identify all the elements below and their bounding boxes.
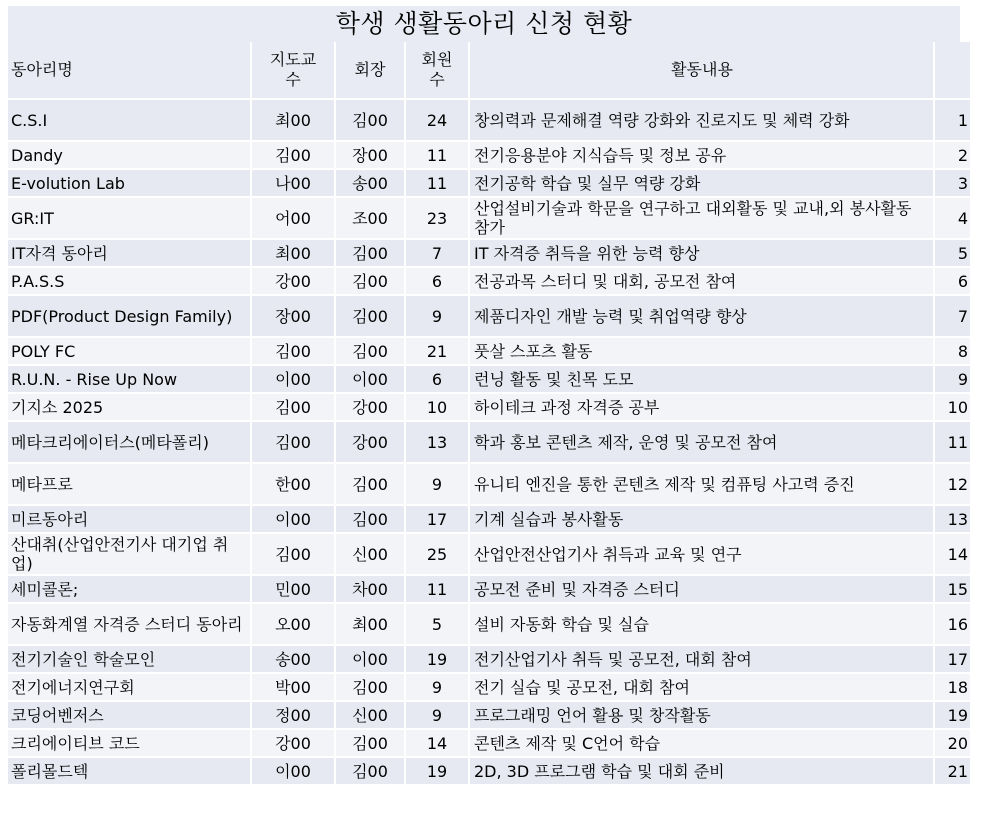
activity-cell: 설비 자동화 학습 및 실습 — [470, 604, 935, 646]
club-name-cell: 크리에이티브 코드 — [8, 730, 252, 758]
page-title: 학생 생활동아리 신청 현황 — [8, 6, 960, 42]
president-cell: 강00 — [336, 394, 406, 422]
header-advisor: 지도교 수 — [252, 42, 336, 100]
member-count-cell: 24 — [406, 100, 470, 142]
row-index-cell: 5 — [935, 240, 972, 268]
club-name-cell: 기지소 2025 — [8, 394, 252, 422]
table-row — [8, 534, 972, 576]
activity-cell: 하이테크 과정 자격증 공부 — [470, 394, 935, 422]
president-cell: 송00 — [336, 170, 406, 198]
activity-cell: 유니티 엔진을 통한 콘텐츠 제작 및 컴퓨팅 사고력 증진 — [470, 464, 935, 506]
member-count-cell: 21 — [406, 338, 470, 366]
member-count-cell: 13 — [406, 422, 470, 464]
row-index-cell: 18 — [935, 674, 972, 702]
table-row — [8, 394, 972, 422]
president-cell: 차00 — [336, 576, 406, 604]
club-status-sheet — [8, 6, 968, 786]
president-cell: 이00 — [336, 366, 406, 394]
row-index-cell: 10 — [935, 394, 972, 422]
member-count-cell: 7 — [406, 240, 470, 268]
header-members: 회원 수 — [406, 42, 470, 100]
club-name-cell: E-volution Lab — [8, 170, 252, 198]
member-count-cell: 11 — [406, 576, 470, 604]
president-cell: 김00 — [336, 268, 406, 296]
member-count-cell: 6 — [406, 268, 470, 296]
club-name-cell: PDF(Product Design Family) — [8, 296, 252, 338]
row-index-cell: 13 — [935, 506, 972, 534]
member-count-cell: 19 — [406, 646, 470, 674]
activity-cell: 산업설비기술과 학문을 연구하고 대외활동 및 교내,외 봉사활동 참가 — [470, 198, 935, 240]
advisor-cell: 민00 — [252, 576, 336, 604]
table-row — [8, 464, 972, 506]
table-row — [8, 240, 972, 268]
row-index-cell: 20 — [935, 730, 972, 758]
member-count-cell: 5 — [406, 604, 470, 646]
president-cell: 신00 — [336, 702, 406, 730]
row-index-cell: 19 — [935, 702, 972, 730]
advisor-cell: 이00 — [252, 366, 336, 394]
member-count-cell: 6 — [406, 366, 470, 394]
row-index-cell: 2 — [935, 142, 972, 170]
member-count-cell: 11 — [406, 170, 470, 198]
activity-cell: 제품디자인 개발 능력 및 취업역량 향상 — [470, 296, 935, 338]
president-cell: 김00 — [336, 758, 406, 786]
table-row — [8, 366, 972, 394]
row-index-cell: 1 — [935, 100, 972, 142]
table-row — [8, 646, 972, 674]
table-row — [8, 296, 972, 338]
club-name-cell: 코딩어벤저스 — [8, 702, 252, 730]
member-count-cell: 11 — [406, 142, 470, 170]
table-row — [8, 422, 972, 464]
row-index-cell: 12 — [935, 464, 972, 506]
club-name-cell: 전기에너지연구회 — [8, 674, 252, 702]
club-table — [8, 42, 972, 786]
member-count-cell: 14 — [406, 730, 470, 758]
table-row — [8, 674, 972, 702]
table-row — [8, 506, 972, 534]
advisor-cell: 한00 — [252, 464, 336, 506]
president-cell: 김00 — [336, 100, 406, 142]
table-row — [8, 170, 972, 198]
club-name-cell: 폴리몰드텍 — [8, 758, 252, 786]
table-row — [8, 702, 972, 730]
advisor-cell: 박00 — [252, 674, 336, 702]
activity-cell: 기계 실습과 봉사활동 — [470, 506, 935, 534]
table-row — [8, 142, 972, 170]
header-president: 회장 — [336, 42, 406, 100]
activity-cell: IT 자격증 취득을 위한 능력 향상 — [470, 240, 935, 268]
advisor-cell: 강00 — [252, 268, 336, 296]
president-cell: 김00 — [336, 296, 406, 338]
row-index-cell: 17 — [935, 646, 972, 674]
member-count-cell: 9 — [406, 674, 470, 702]
row-index-cell: 3 — [935, 170, 972, 198]
club-name-cell: R.U.N. - Rise Up Now — [8, 366, 252, 394]
activity-cell: 콘텐츠 제작 및 C언어 학습 — [470, 730, 935, 758]
president-cell: 신00 — [336, 534, 406, 576]
club-name-cell: 미르동아리 — [8, 506, 252, 534]
activity-cell: 창의력과 문제해결 역량 강화와 진로지도 및 체력 강화 — [470, 100, 935, 142]
member-count-cell: 9 — [406, 702, 470, 730]
advisor-cell: 김00 — [252, 422, 336, 464]
president-cell: 김00 — [336, 338, 406, 366]
president-cell: 김00 — [336, 730, 406, 758]
table-row — [8, 730, 972, 758]
member-count-cell: 9 — [406, 296, 470, 338]
advisor-cell: 이00 — [252, 758, 336, 786]
club-name-cell: 세미콜론; — [8, 576, 252, 604]
activity-cell: 전공과목 스터디 및 대회, 공모전 참여 — [470, 268, 935, 296]
activity-cell: 풋살 스포츠 활동 — [470, 338, 935, 366]
row-index-cell: 11 — [935, 422, 972, 464]
advisor-cell: 오00 — [252, 604, 336, 646]
advisor-cell: 최00 — [252, 100, 336, 142]
club-name-cell: Dandy — [8, 142, 252, 170]
table-row — [8, 198, 972, 240]
advisor-cell: 최00 — [252, 240, 336, 268]
header-club-name: 동아리명 — [8, 42, 252, 100]
advisor-cell: 김00 — [252, 394, 336, 422]
advisor-cell: 강00 — [252, 730, 336, 758]
president-cell: 장00 — [336, 142, 406, 170]
president-cell: 김00 — [336, 240, 406, 268]
club-name-cell: IT자격 동아리 — [8, 240, 252, 268]
president-cell: 강00 — [336, 422, 406, 464]
club-name-cell: POLY FC — [8, 338, 252, 366]
advisor-cell: 어00 — [252, 198, 336, 240]
activity-cell: 런닝 활동 및 친목 도모 — [470, 366, 935, 394]
advisor-cell: 김00 — [252, 534, 336, 576]
president-cell: 최00 — [336, 604, 406, 646]
activity-cell: 전기응용분야 지식습득 및 정보 공유 — [470, 142, 935, 170]
table-row — [8, 338, 972, 366]
table-row — [8, 100, 972, 142]
activity-cell: 전기산업기사 취득 및 공모전, 대회 참여 — [470, 646, 935, 674]
president-cell: 김00 — [336, 464, 406, 506]
member-count-cell: 23 — [406, 198, 470, 240]
row-index-cell: 21 — [935, 758, 972, 786]
activity-cell: 전기 실습 및 공모전, 대회 참여 — [470, 674, 935, 702]
table-row — [8, 604, 972, 646]
advisor-cell: 이00 — [252, 506, 336, 534]
club-name-cell: 자동화계열 자격증 스터디 동아리 — [8, 604, 252, 646]
president-cell: 김00 — [336, 674, 406, 702]
advisor-cell: 정00 — [252, 702, 336, 730]
member-count-cell: 25 — [406, 534, 470, 576]
club-name-cell: 산대취(산업안전기사 대기업 취업) — [8, 534, 252, 576]
activity-cell: 프로그래밍 언어 활용 및 창작활동 — [470, 702, 935, 730]
member-count-cell: 19 — [406, 758, 470, 786]
club-name-cell: P.A.S.S — [8, 268, 252, 296]
row-index-cell: 15 — [935, 576, 972, 604]
row-index-cell: 8 — [935, 338, 972, 366]
activity-cell: 2D, 3D 프로그램 학습 및 대회 준비 — [470, 758, 935, 786]
table-row — [8, 268, 972, 296]
row-index-cell: 16 — [935, 604, 972, 646]
activity-cell: 산업안전산업기사 취득과 교육 및 연구 — [470, 534, 935, 576]
member-count-cell: 10 — [406, 394, 470, 422]
president-cell: 이00 — [336, 646, 406, 674]
club-name-cell: 메타크리에이터스(메타폴리) — [8, 422, 252, 464]
table-row — [8, 758, 972, 786]
row-index-cell: 14 — [935, 534, 972, 576]
club-name-cell: 메타프로 — [8, 464, 252, 506]
header-activity: 활동내용 — [470, 42, 935, 100]
advisor-cell: 김00 — [252, 142, 336, 170]
club-name-cell: GR:IT — [8, 198, 252, 240]
advisor-cell: 김00 — [252, 338, 336, 366]
table-row — [8, 576, 972, 604]
row-index-cell: 9 — [935, 366, 972, 394]
activity-cell: 공모전 준비 및 자격증 스터디 — [470, 576, 935, 604]
row-index-cell: 6 — [935, 268, 972, 296]
row-index-cell: 4 — [935, 198, 972, 240]
advisor-cell: 나00 — [252, 170, 336, 198]
club-name-cell: 전기기술인 학술모인 — [8, 646, 252, 674]
president-cell: 김00 — [336, 506, 406, 534]
member-count-cell: 9 — [406, 464, 470, 506]
club-name-cell: C.S.I — [8, 100, 252, 142]
advisor-cell: 송00 — [252, 646, 336, 674]
activity-cell: 학과 홍보 콘텐츠 제작, 운영 및 공모전 참여 — [470, 422, 935, 464]
club-table-body — [8, 100, 972, 786]
header-index — [935, 42, 972, 100]
activity-cell: 전기공학 학습 및 실무 역량 강화 — [470, 170, 935, 198]
advisor-cell: 장00 — [252, 296, 336, 338]
row-index-cell: 7 — [935, 296, 972, 338]
president-cell: 조00 — [336, 198, 406, 240]
header-row — [8, 42, 972, 100]
member-count-cell: 17 — [406, 506, 470, 534]
